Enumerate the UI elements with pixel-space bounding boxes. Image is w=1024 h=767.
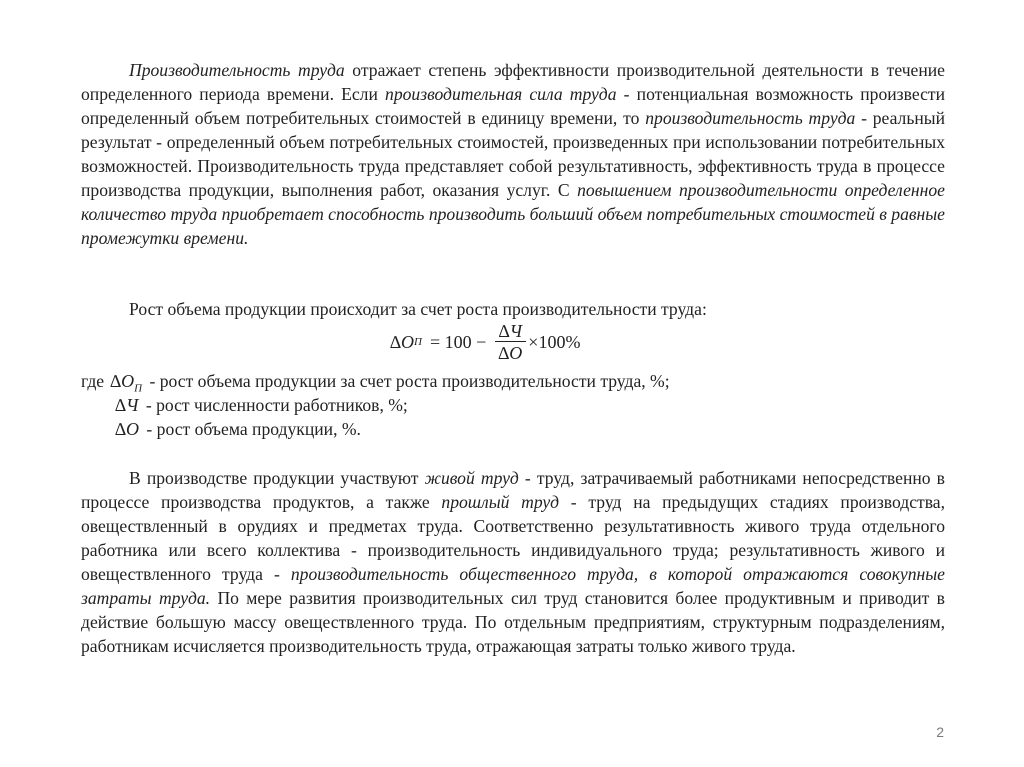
legend-symbol-delta: ∆ xyxy=(115,419,127,439)
emphasized-text-segment: производительность общественного труда, в которой отражаются совокупные затраты труда. xyxy=(81,564,945,608)
page-number: 2 xyxy=(936,724,944,740)
legend-symbol-delta: ∆ xyxy=(110,371,122,391)
formula-lhs-sub: П xyxy=(414,336,422,348)
legend-text: - рост численности работников, %; xyxy=(145,395,408,415)
text-segment: - труд, затрачиваемый работниками непосредственно в процессе производства продуктов, а также xyxy=(81,468,945,512)
legend-row-headcount-growth xyxy=(115,393,408,417)
formula-num-var: Ч xyxy=(509,320,522,341)
formula-denominator xyxy=(494,342,526,364)
text-segment: отражает степень эффективности производительной деятельности в течение определенного периода времени. Если xyxy=(81,60,945,104)
text-segment: - потенциальная возможность произвести определенный объем потребительных стоимостей в единицу времени, то xyxy=(81,84,945,128)
paragraph-living-and-past-labor xyxy=(81,466,945,658)
formula-lhs-var: O xyxy=(401,331,415,352)
formula-equals-const: = 100 − xyxy=(429,331,487,352)
legend-text: - рост объема продукции за счет роста производительности труда, %; xyxy=(149,371,670,391)
emphasized-text-segment: повышением производительности определенное количество труда приобретает способность производить больший объем потребительных стоимостей в равные промежутки времени. xyxy=(81,180,945,248)
emphasized-text-segment: живой труд xyxy=(424,468,519,488)
legend-row-volume-growth xyxy=(115,417,361,441)
text-segment: - труд на предыдущих стадиях производства, овеществленный в орудиях и предметах труда. Соответственно результативность живого труда отдельного работника или всего коллектива - производительность индивидуального труда; результативность живого и овеществленного труда - xyxy=(81,492,945,584)
text-segment: В производстве продукции участвуют xyxy=(129,468,425,488)
formula-numerator xyxy=(495,321,526,342)
formula-num-delta: ∆ xyxy=(498,320,510,341)
emphasized-text-segment: прошлый труд xyxy=(441,492,560,512)
text-segment: По мере развития производительных сил труд становится более продуктивным и приводит в действие большую массу овеществленного труда. По отдельным предприятиям, структурным подразделениям, работникам исчисляется производительность труда, отражающая затраты только живого труда. xyxy=(81,588,945,656)
text-segment: - реальный результат - определенный объем потребительных стоимостей, произведенных при использовании потребительных возможностей. Производительность труда представляет собой результативность, эффективность труда в процессе производства продукции, выполнения работ, оказания услуг. С xyxy=(81,108,945,200)
legend-symbol-sub: П xyxy=(134,382,143,395)
legend-symbol xyxy=(115,417,139,441)
legend-symbol-var: O xyxy=(121,371,135,391)
formula-den-delta: ∆ xyxy=(498,342,510,363)
legend-symbol-var: Ч xyxy=(126,395,139,415)
emphasized-text-segment: Производительность труда xyxy=(129,60,345,80)
legend-symbol-delta: ∆ xyxy=(115,395,127,415)
emphasized-text-segment: производительность труда xyxy=(645,108,856,128)
output-growth-formula xyxy=(390,316,580,368)
emphasized-text-segment: производительная сила труда xyxy=(385,84,617,104)
formula-tail: ×100% xyxy=(528,331,581,352)
legend-text: - рост объема продукции, %. xyxy=(146,419,361,439)
paragraph-productivity-definition xyxy=(81,58,945,250)
formula-intro-line: Рост объема продукции происходит за счет роста производительности труда: xyxy=(129,299,707,319)
formula-den-var: O xyxy=(509,342,523,363)
legend-symbol-var: O xyxy=(126,419,140,439)
legend-symbol xyxy=(115,393,138,417)
legend-where-word: где xyxy=(81,371,105,391)
formula-fraction xyxy=(494,321,526,364)
formula-lhs-delta: ∆ xyxy=(390,331,402,352)
